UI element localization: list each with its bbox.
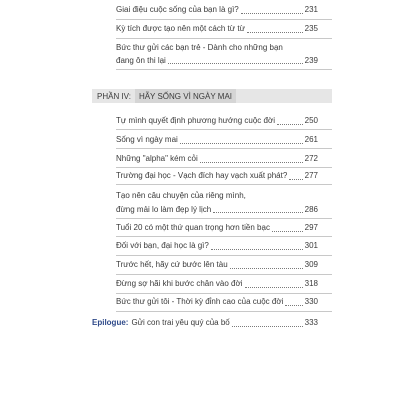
leader-dots [211, 248, 303, 250]
leader-dots [241, 12, 303, 14]
toc-entry [116, 154, 318, 165]
toc-entry-page: 318 [304, 279, 318, 288]
toc-entry-page: 330 [304, 297, 318, 306]
toc-entry [116, 5, 318, 16]
divider [116, 311, 332, 312]
toc-entry [116, 191, 318, 215]
toc-entry-page: 235 [304, 24, 318, 33]
toc-entry [116, 241, 318, 252]
toc-entry-page: 261 [304, 135, 318, 144]
toc-entry-page: 231 [304, 5, 318, 14]
leader-dots [230, 267, 303, 269]
toc-entry-title-cont: đừng mải lo làm đẹp lý lịch [116, 204, 212, 214]
leader-dots [289, 178, 302, 180]
divider [116, 167, 332, 168]
toc-entry-page: 272 [304, 154, 318, 163]
epilogue-title: Gửi con trai yêu quý của bố [131, 318, 230, 327]
part-label: PHẦN IV: [97, 91, 131, 101]
divider [116, 184, 332, 185]
toc-entry [116, 171, 318, 182]
toc-entry-page: 301 [304, 241, 318, 250]
leader-dots [285, 304, 302, 306]
toc-entry-page: 286 [304, 204, 318, 214]
toc-entry [116, 43, 318, 66]
divider [116, 255, 332, 256]
toc-entry [116, 223, 318, 234]
leader-dots [180, 142, 303, 144]
toc-entry [116, 297, 318, 308]
toc-entry-title: Bức thư gửi tôi - Thời kỳ đỉnh cao của cuộc đời [116, 297, 284, 306]
toc-entry-page: 239 [304, 55, 318, 65]
toc-entry-page: 309 [304, 260, 318, 269]
divider [116, 148, 332, 149]
toc-entry [116, 116, 318, 127]
toc-entry-page: 297 [304, 223, 318, 232]
leader-dots [168, 62, 303, 64]
leader-dots [272, 230, 303, 232]
toc-entry-title: Trước hết, hãy cứ bước lên tàu [116, 260, 228, 269]
leader-dots [245, 286, 303, 288]
leader-dots [247, 31, 303, 33]
divider [116, 69, 332, 70]
epilogue-entry [92, 318, 318, 329]
divider [116, 218, 332, 219]
toc-entry-title: Đối với bạn, đại học là gì? [116, 241, 209, 250]
toc-entry-title: Tuổi 20 có một thứ quan trọng hơn tiền bạc [116, 223, 270, 232]
divider [116, 19, 332, 20]
part-header [92, 89, 332, 103]
toc-entry-page: 277 [304, 171, 318, 180]
part-title: HÃY SỐNG VÌ NGÀY MAI [135, 89, 236, 103]
leader-dots [213, 211, 302, 213]
divider [116, 129, 332, 130]
divider [116, 293, 332, 294]
divider [116, 274, 332, 275]
toc-entry-title: Kỳ tích được tạo nên một cách từ từ [116, 24, 245, 33]
toc-entry [116, 279, 318, 290]
toc-entry-title-cont: đang ôn thi lại [116, 55, 166, 65]
toc-entry-title: Đừng sợ hãi khi bước chân vào đời [116, 279, 243, 288]
toc-entry-title: Trường đại học - Vạch đích hay vạch xuất phát? [116, 171, 288, 180]
toc-entry-page: 250 [304, 116, 318, 125]
leader-dots [200, 161, 303, 163]
epilogue-page: 333 [304, 318, 318, 327]
epilogue-label: Epilogue: [92, 318, 129, 327]
toc-entry-title: Những "alpha" kém cỏi [116, 154, 198, 163]
toc-entry-title: Sống vì ngày mai [116, 135, 178, 144]
toc-entry-title: Bức thư gửi các bạn trẻ - Dành cho những bạn [116, 43, 283, 52]
divider [116, 38, 332, 39]
toc-entry-title: Tự mình quyết định phương hướng cuộc đời [116, 116, 275, 125]
toc-entry-title: Giai điệu cuộc sống của bạn là gì? [116, 5, 239, 14]
toc-entry [116, 135, 318, 146]
leader-dots [232, 325, 303, 327]
toc-entry [116, 24, 318, 35]
toc-entry [116, 260, 318, 271]
divider [116, 236, 332, 237]
toc-entry-title: Tạo nên câu chuyện của riêng mình, [116, 191, 246, 200]
leader-dots [277, 123, 303, 125]
